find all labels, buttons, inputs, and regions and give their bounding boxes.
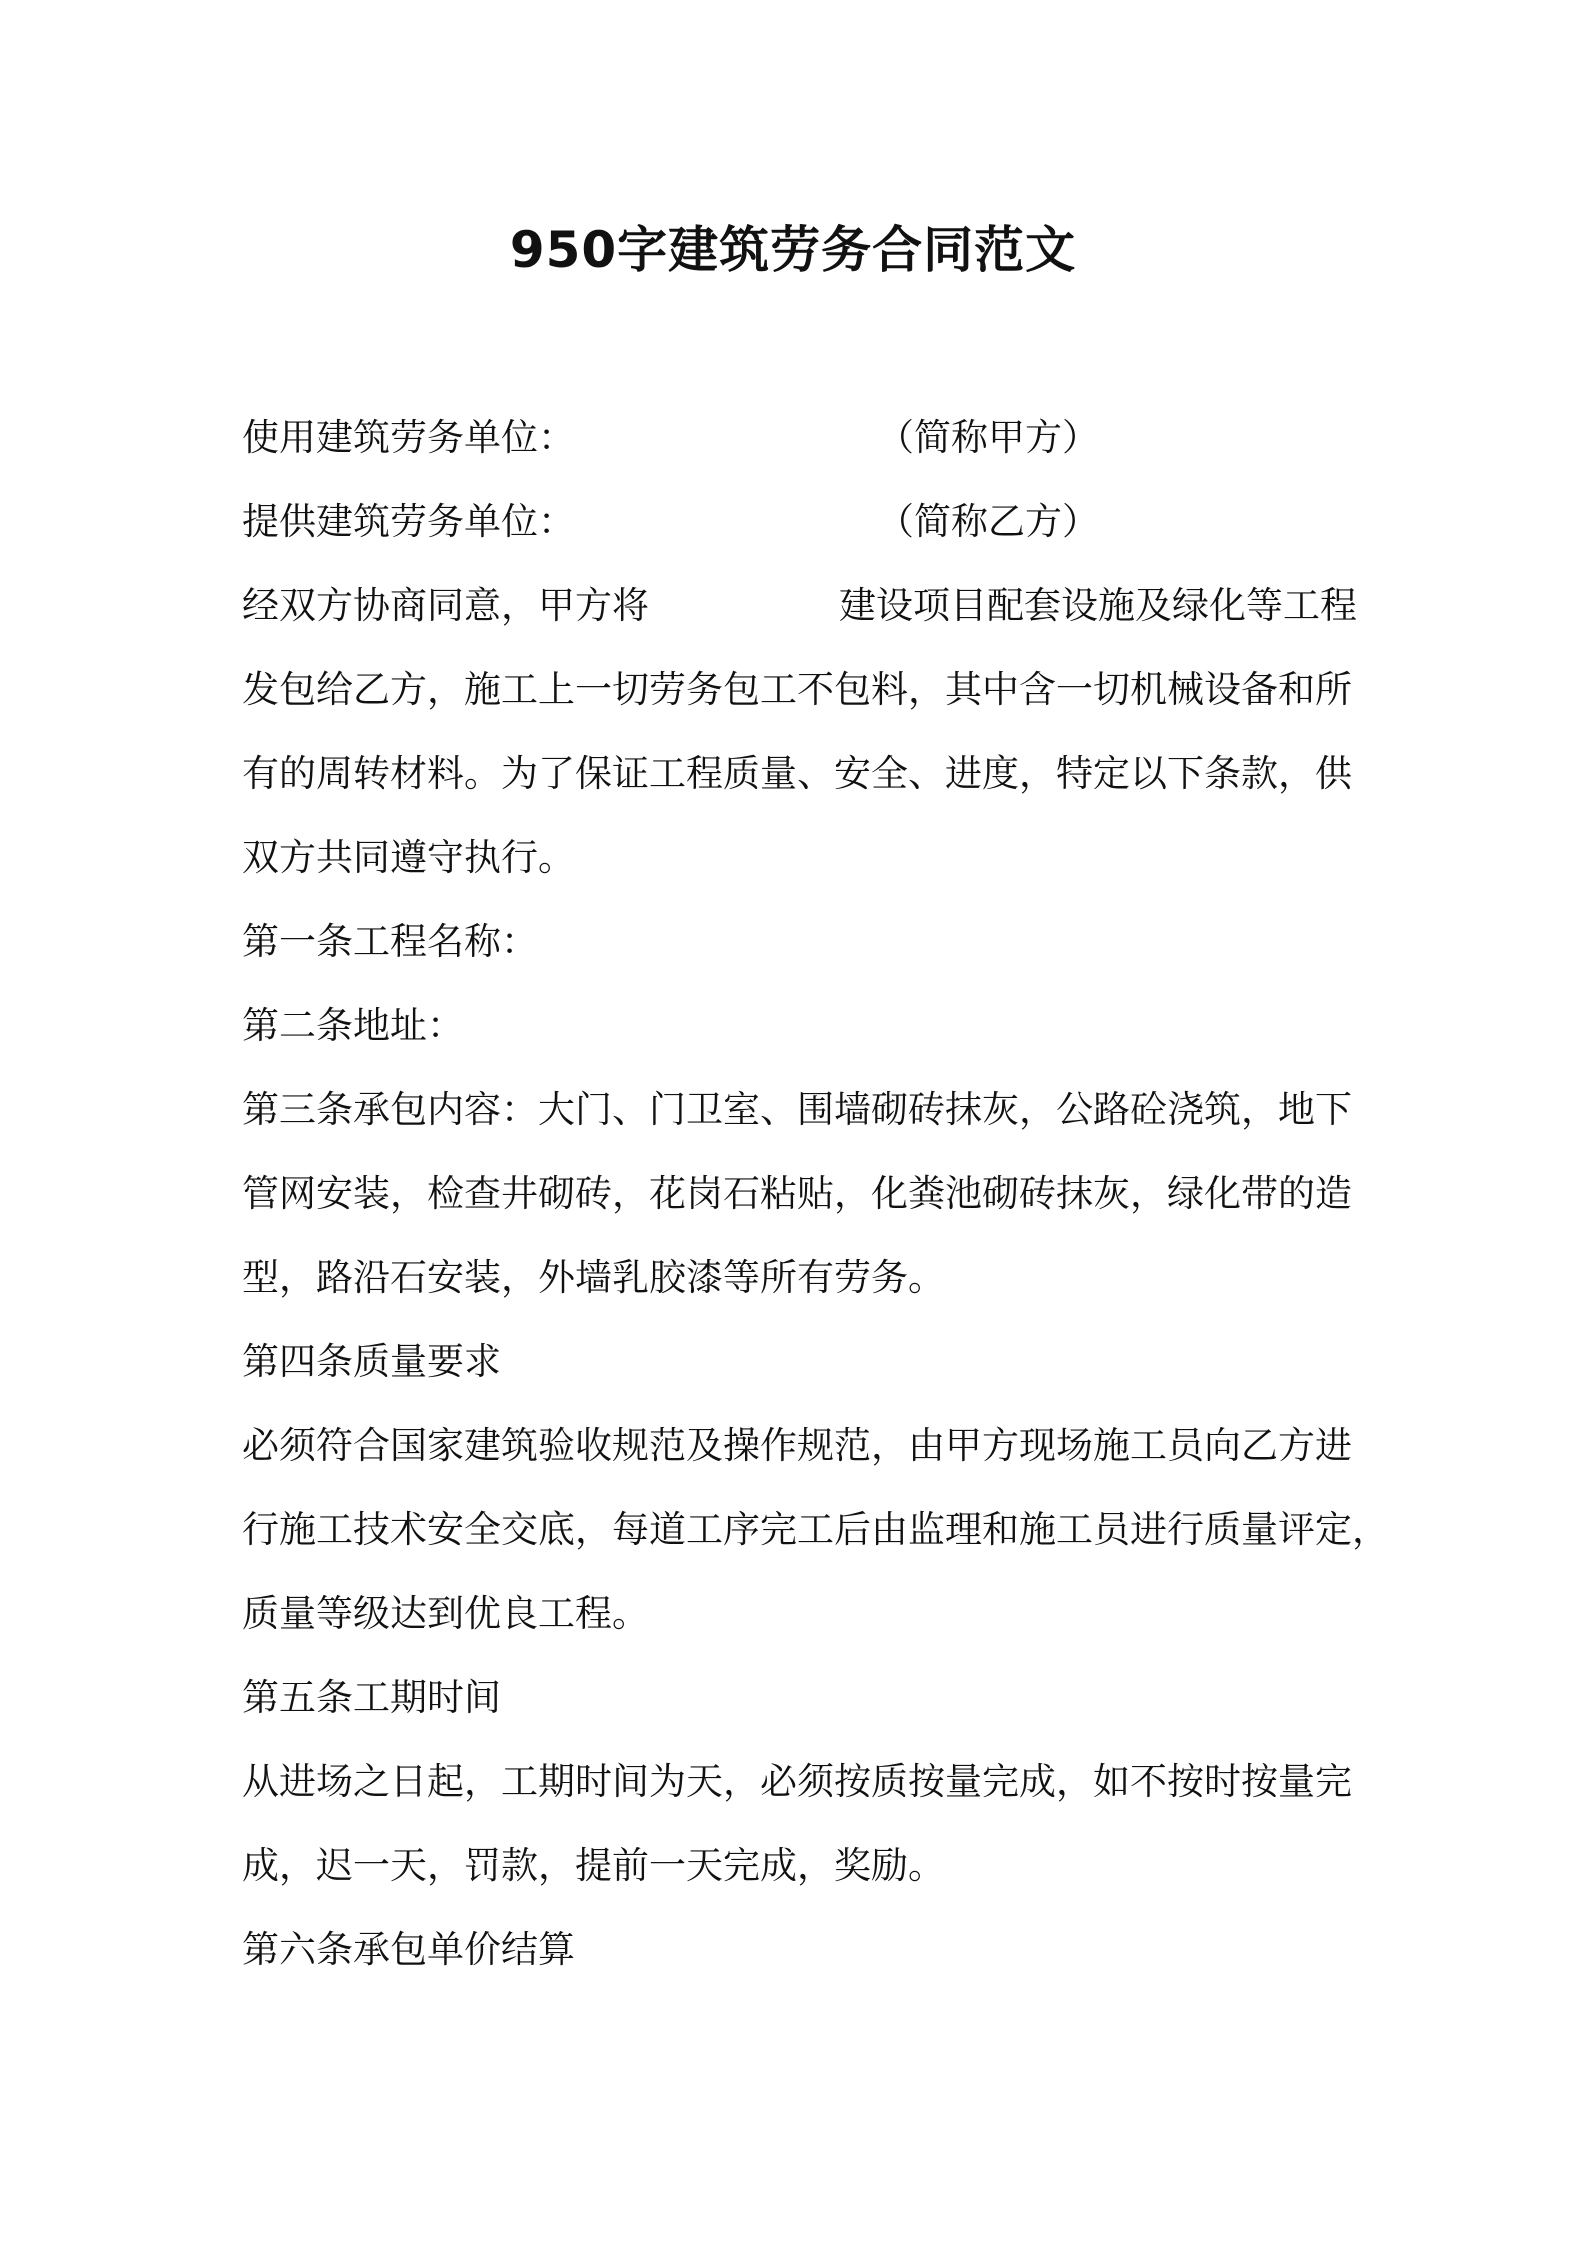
- article-3-line-1: 第三条承包内容：大门、门卫室、围墙砌砖抹灰，公路砼浇筑，地下: [242, 1088, 1352, 1131]
- intro-line-4: 双方共同遵守执行。: [242, 836, 575, 879]
- intro-line-1-end: 建设项目配套设施及绿化等工程: [839, 584, 1357, 627]
- party-b-abbr: （简称乙方）: [877, 500, 1099, 543]
- article-4-line-3: 质量等级达到优良工程。: [242, 1592, 649, 1635]
- article-3-line-2: 管网安装，检查井砌砖，花岗石粘贴，化粪池砌砖抹灰，绿化带的造: [242, 1172, 1352, 1215]
- intro-line-1: [242, 564, 1372, 648]
- intro-line-1-start: 经双方协商同意，甲方将: [242, 584, 649, 627]
- article-5-line-2: 成，迟一天，罚款，提前一天完成，奖励。: [242, 1844, 945, 1887]
- article-3-line-3: 型，路沿石安装，外墙乳胶漆等所有劳务。: [242, 1256, 945, 1299]
- article-4-line-1: 必须符合国家建筑验收规范及操作规范，由甲方现场施工员向乙方进: [242, 1424, 1352, 1467]
- party-b-label: 提供建筑劳务单位：: [242, 500, 575, 543]
- article-4-title: 第四条质量要求: [242, 1340, 501, 1383]
- article-1-title: 第一条工程名称：: [242, 920, 538, 963]
- document-title: 950字建筑劳务合同范文: [509, 221, 1077, 279]
- party-a-label: 使用建筑劳务单位：: [242, 416, 575, 459]
- party-b-line: [242, 480, 1372, 564]
- document-body: [242, 396, 1389, 1992]
- article-2-title: 第二条地址：: [242, 1004, 464, 1047]
- article-5-line-1: 从进场之日起，工期时间为天，必须按质按量完成，如不按时按量完: [242, 1760, 1352, 1803]
- article-6-title: 第六条承包单价结算: [242, 1928, 575, 1971]
- intro-line-2: 发包给乙方，施工上一切劳务包工不包料，其中含一切机械设备和所: [242, 668, 1352, 711]
- article-5-title: 第五条工期时间: [242, 1676, 501, 1719]
- party-a-abbr: （简称甲方）: [877, 416, 1099, 459]
- party-a-line: [242, 396, 1372, 480]
- article-4-line-2: 行施工技术安全交底，每道工序完工后由监理和施工员进行质量评定，: [242, 1508, 1389, 1551]
- intro-line-3: 有的周转材料。为了保证工程质量、安全、进度，特定以下条款，供: [242, 752, 1352, 795]
